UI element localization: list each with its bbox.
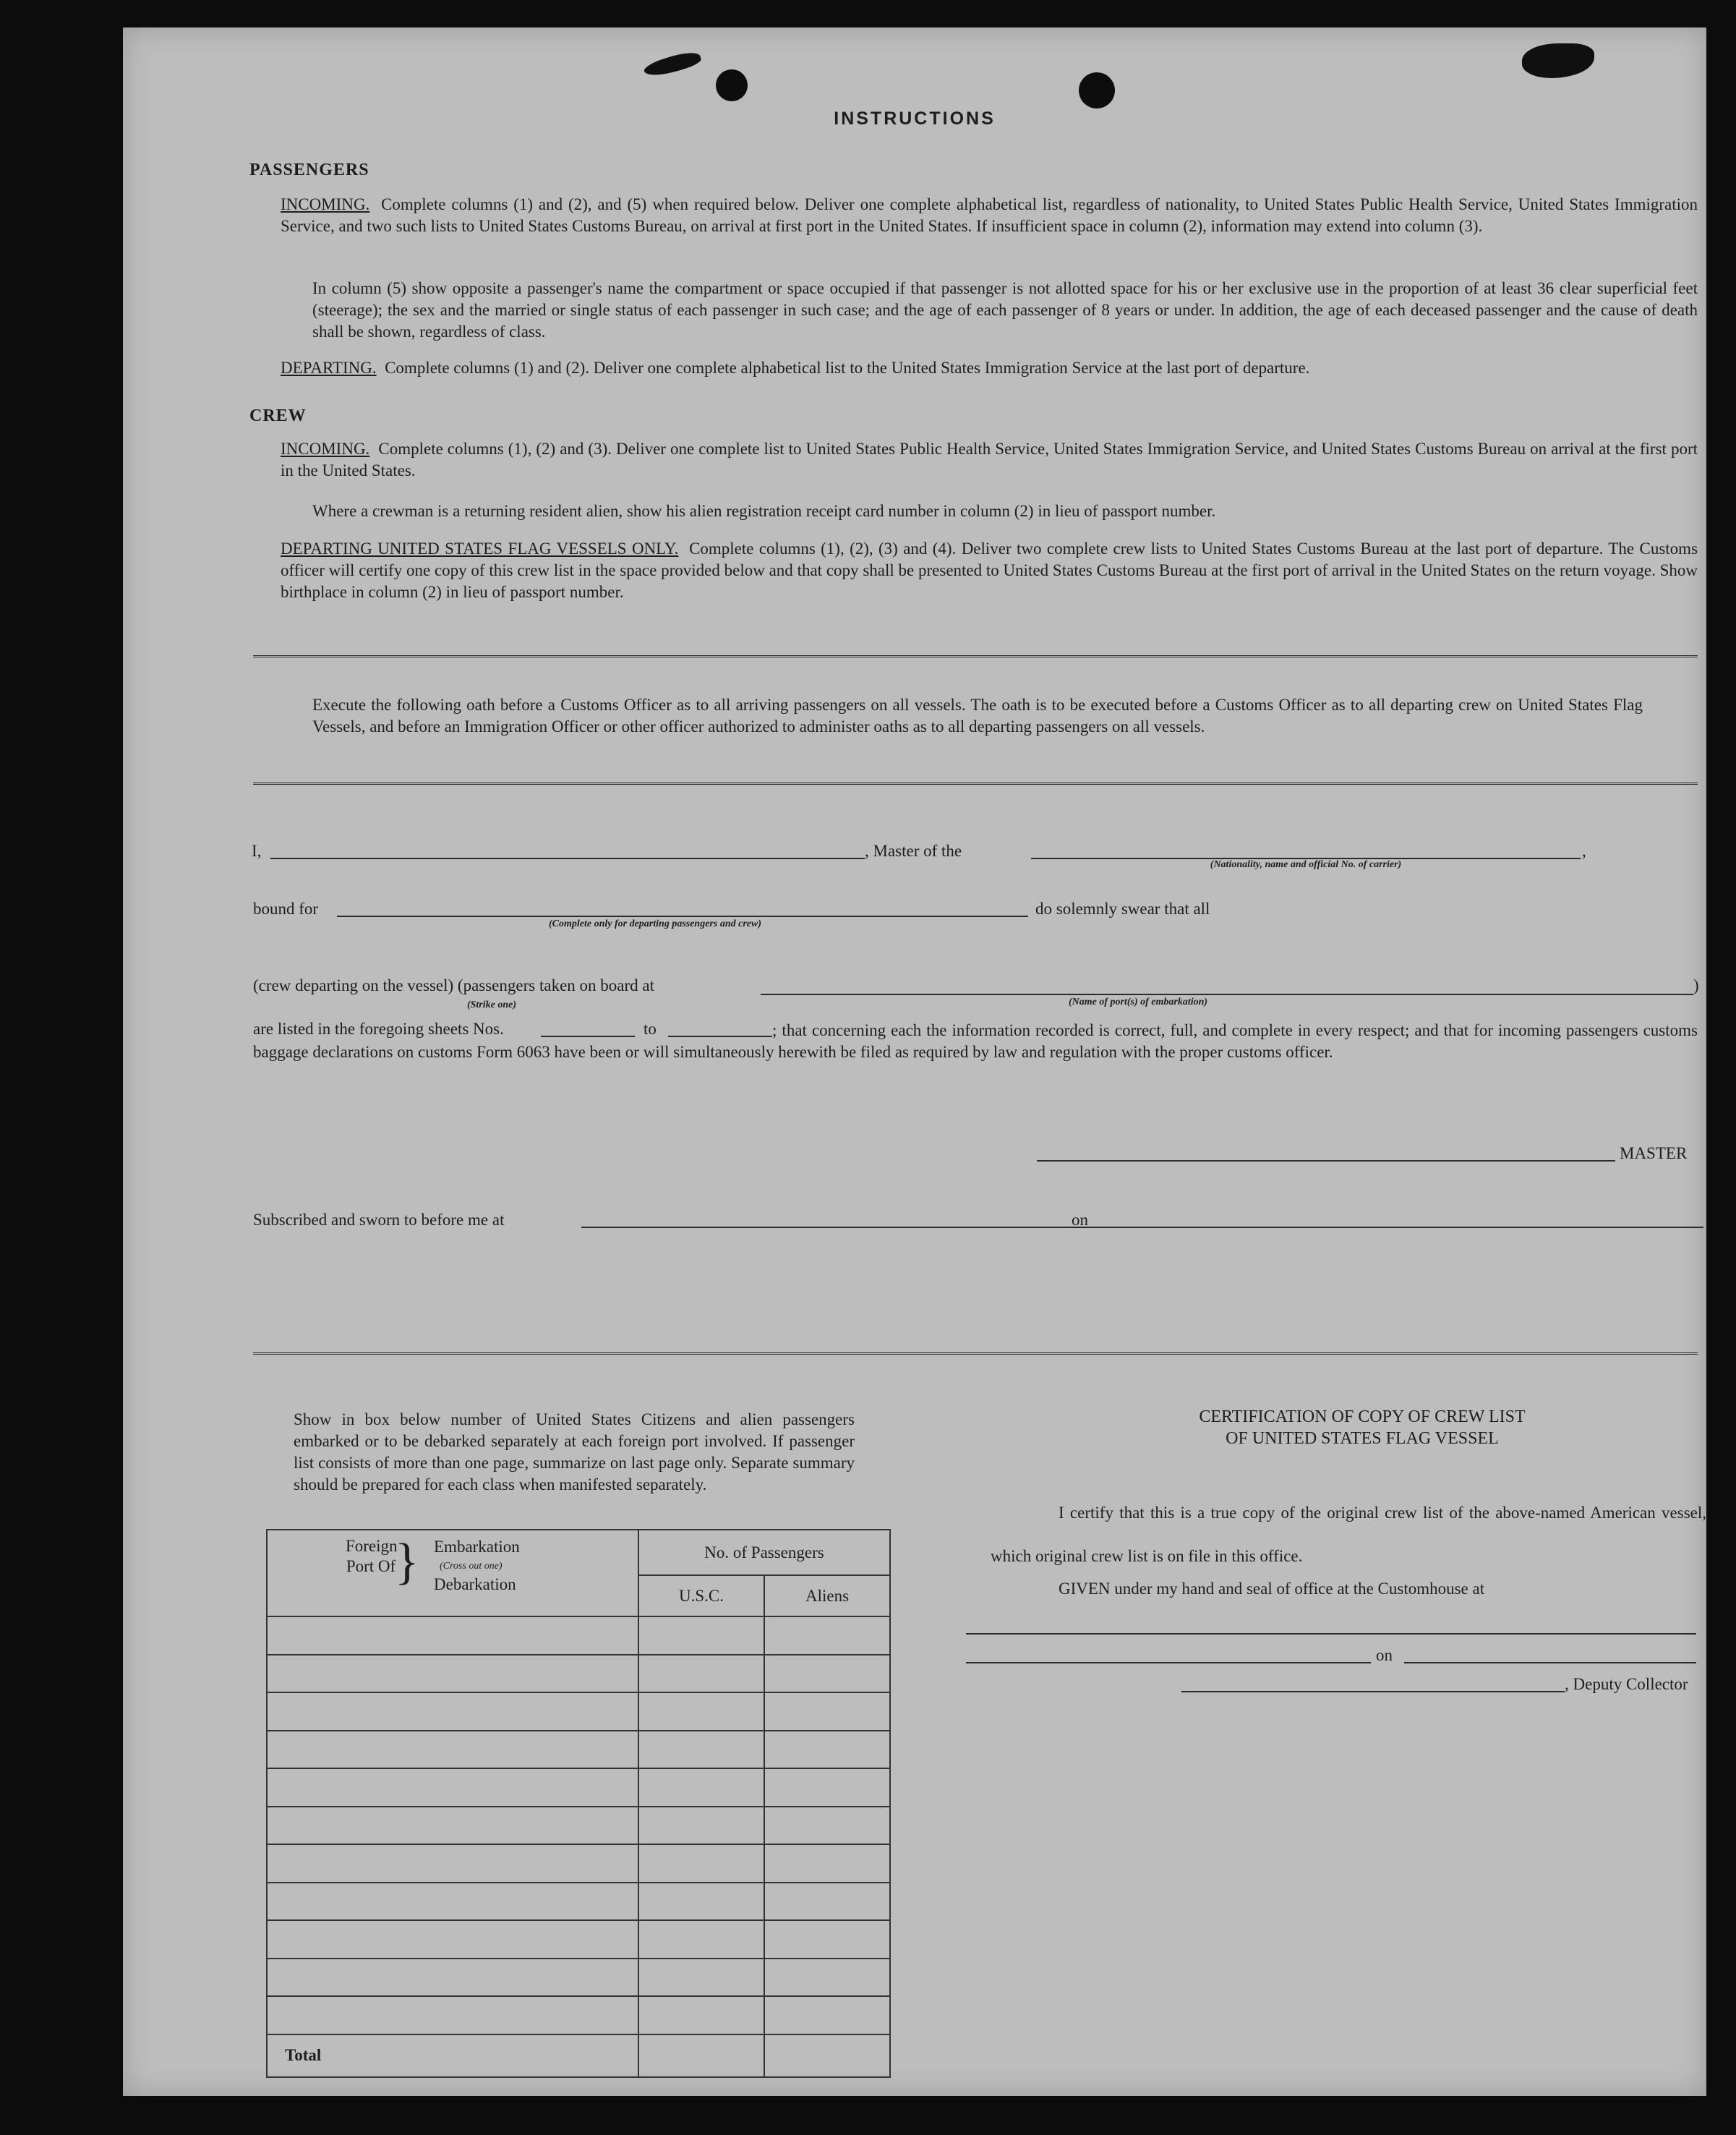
passengers-departing-paragraph bbox=[281, 357, 1698, 379]
port-cell[interactable] bbox=[267, 1807, 638, 1845]
comma-mark: , bbox=[1582, 842, 1586, 860]
deputy-collector-signature-field[interactable] bbox=[1181, 1691, 1565, 1692]
total-label: Total bbox=[267, 2034, 638, 2077]
port-header-cell bbox=[267, 1530, 638, 1616]
port-cell[interactable] bbox=[267, 1959, 638, 1997]
punch-hole bbox=[1079, 72, 1115, 108]
port-cell[interactable] bbox=[267, 1731, 638, 1769]
certify-text: I certify that this is a true copy of the original crew list of the above-named American vessel, which original crew list is on file in this office. bbox=[991, 1504, 1706, 1565]
close-paren: ) bbox=[1693, 976, 1699, 994]
no-of-passengers-header: No. of Passengers bbox=[638, 1530, 890, 1575]
certification-heading bbox=[1037, 1406, 1688, 1449]
bound-for-label: bound for bbox=[253, 900, 319, 918]
usc-cell[interactable] bbox=[638, 1807, 764, 1845]
usc-cell[interactable] bbox=[638, 1959, 764, 1997]
usc-cell[interactable] bbox=[638, 1616, 764, 1655]
port-cell[interactable] bbox=[267, 1655, 638, 1693]
listed-text: ; that concerning each the information recorded is correct, full, and complete in every respect; and that for incoming passengers customs baggage declarations on customs Form 6063 have been or will simultaneously herewith be filed as required by law and regulation with the proper customs officer. bbox=[253, 1021, 1698, 1061]
aliens-cell[interactable] bbox=[764, 1883, 890, 1921]
certification-date-field[interactable] bbox=[1404, 1662, 1696, 1663]
debarkation-label: Debarkation bbox=[434, 1575, 516, 1593]
usc-cell[interactable] bbox=[638, 1883, 764, 1921]
certification-heading-line1: CERTIFICATION OF COPY OF CREW LIST bbox=[1199, 1407, 1526, 1426]
customhouse-field[interactable] bbox=[966, 1633, 1696, 1635]
port-cell[interactable] bbox=[267, 1692, 638, 1731]
summary-instructions: Show in box below number of United States Citizens and alien passengers embarked or to be debarked separately at each foreign port involved. If passenger list consists of more than one page, summarize on last page only. Separate summary should be prepared for each class when manifested separately. bbox=[294, 1410, 855, 1493]
sworn-date-field[interactable] bbox=[1098, 1227, 1703, 1228]
aliens-cell[interactable] bbox=[764, 1844, 890, 1883]
oath-i-label: I, bbox=[252, 842, 262, 860]
summary-table-row bbox=[267, 1807, 890, 1845]
summary-table-row bbox=[267, 1844, 890, 1883]
deputy-collector-label: , Deputy Collector bbox=[1565, 1675, 1688, 1693]
aliens-header: Aliens bbox=[764, 1575, 890, 1616]
summary-table-row bbox=[267, 1768, 890, 1807]
summary-table-row bbox=[267, 1692, 890, 1731]
document-page bbox=[123, 27, 1706, 2096]
sworn-place-field[interactable] bbox=[581, 1227, 1148, 1228]
section-divider bbox=[253, 655, 1698, 662]
crew-departing-text: Complete columns (1), (2), (3) and (4). Deliver two complete crew lists to United States Customs Bureau at the last port of departure. The Customs officer will certify one copy of this crew list in the space provided below and that copy shall be presented to United States Customs Bureau at the first port of arrival in the United States on the return voyage. Show birthplace in column (2) in lieu of passport number. bbox=[281, 540, 1698, 601]
brace-mark: } bbox=[395, 1534, 419, 1590]
page-title: INSTRUCTIONS bbox=[834, 108, 996, 129]
embarkation-ports-field[interactable] bbox=[761, 994, 1693, 995]
summary-table-row bbox=[267, 1959, 890, 1997]
passengers-heading: PASSENGERS bbox=[249, 161, 369, 179]
passengers-incoming-text: Complete columns (1) and (2), and (5) when required below. Deliver one complete alphabetical list, regardless of nationality, to United States Public Health Service, United States Immigration Service, and two such lists to United States Customs Bureau, on arrival at first port in the United States. If insufficient space in column (2), information may extend into column (3). bbox=[281, 195, 1698, 235]
crew-incoming-label: INCOMING. bbox=[281, 440, 370, 458]
aliens-cell[interactable] bbox=[764, 1959, 890, 1997]
swear-label: do solemnly swear that all bbox=[1035, 900, 1210, 918]
summary-table-row bbox=[267, 1655, 890, 1693]
listed-prefix: are listed in the foregoing sheets Nos. bbox=[253, 1020, 504, 1038]
passengers-departing-label: DEPARTING. bbox=[281, 359, 377, 377]
total-usc-cell[interactable] bbox=[638, 2034, 764, 2077]
summary-table-row bbox=[267, 1996, 890, 2034]
passengers-column5-paragraph: In column (5) show opposite a passenger's name the compartment or space occupied if that passenger is not allotted space for his or her exclusive use in the proportion of at least 36 clear superficial feet (steerage); the sex and the married or single status of each passenger in such case; and the age of each passenger of 8 years or under. In addition, the age of each deceased passenger and the cause of death shall be shown, regardless of class. bbox=[312, 279, 1698, 341]
master-signature-field[interactable] bbox=[1037, 1160, 1615, 1162]
port-cell[interactable] bbox=[267, 1616, 638, 1655]
port-cell[interactable] bbox=[267, 1920, 638, 1959]
summary-table-row bbox=[267, 1920, 890, 1959]
crew-returning-paragraph: Where a crewman is a returning resident alien, show his alien registration receipt card number in column (2) in lieu of passport number. bbox=[312, 502, 1216, 520]
aliens-cell[interactable] bbox=[764, 1655, 890, 1693]
foreign-port-of-label: Foreign Port Of bbox=[346, 1537, 398, 1575]
summary-table-row bbox=[267, 1883, 890, 1921]
aliens-cell[interactable] bbox=[764, 1807, 890, 1845]
passengers-incoming-label: INCOMING. bbox=[281, 195, 370, 213]
summary-table-row bbox=[267, 1731, 890, 1769]
crew-departing-label: DEPARTING UNITED STATES FLAG VESSELS ONLY. bbox=[281, 540, 679, 558]
given-text: GIVEN under my hand and seal of office at the Customhouse at bbox=[1059, 1580, 1485, 1598]
usc-header: U.S.C. bbox=[638, 1575, 764, 1616]
total-aliens-cell[interactable] bbox=[764, 2034, 890, 2077]
usc-cell[interactable] bbox=[638, 1655, 764, 1693]
usc-cell[interactable] bbox=[638, 1692, 764, 1731]
section-divider bbox=[253, 783, 1698, 789]
aliens-cell[interactable] bbox=[764, 1692, 890, 1731]
summary-table-row bbox=[267, 1616, 890, 1655]
master-of-label: , Master of the bbox=[865, 842, 962, 860]
aliens-cell[interactable] bbox=[764, 1996, 890, 2034]
usc-cell[interactable] bbox=[638, 1844, 764, 1883]
passenger-summary-table bbox=[266, 1529, 891, 2078]
usc-cell[interactable] bbox=[638, 1768, 764, 1807]
port-cell[interactable] bbox=[267, 1883, 638, 1921]
passengers-departing-text: Complete columns (1) and (2). Deliver one complete alphabetical list to the United States Immigration Service at the last port of departure. bbox=[385, 359, 1310, 377]
certification-heading-line2: OF UNITED STATES FLAG VESSEL bbox=[1226, 1429, 1499, 1448]
ports-note: (Name of port(s) of embarkation) bbox=[1068, 997, 1208, 1007]
to-label: to bbox=[643, 1020, 657, 1038]
subscribed-label: Subscribed and sworn to before me at bbox=[253, 1211, 505, 1229]
embarkation-label: Embarkation bbox=[434, 1538, 520, 1556]
torn-edge-mark bbox=[1522, 43, 1594, 78]
strike-note: (Strike one) bbox=[466, 1000, 517, 1010]
port-cell[interactable] bbox=[267, 1768, 638, 1807]
crew-passengers-label: (crew departing on the vessel) (passengers taken on board at bbox=[253, 976, 654, 994]
usc-cell[interactable] bbox=[638, 1996, 764, 2034]
oath-intro: Execute the following oath before a Customs Officer as to all arriving passengers on all vessels. The oath is to be executed before a Customs Officer as to all departing crew on United States Flag Vessels, and before an Immigration Officer or other officer authorized to administer oaths as to all departing passengers on all vessels. bbox=[312, 696, 1643, 736]
port-cell[interactable] bbox=[267, 1996, 638, 2034]
certification-on-label: on bbox=[1376, 1646, 1393, 1664]
torn-edge-mark bbox=[643, 48, 703, 81]
carrier-note: (Nationality, name and official No. of carrier) bbox=[1210, 859, 1402, 870]
master-label: MASTER bbox=[1620, 1144, 1688, 1162]
usc-cell[interactable] bbox=[638, 1731, 764, 1769]
section-divider bbox=[253, 1352, 1698, 1359]
crew-departing-paragraph bbox=[281, 538, 1698, 603]
sworn-on-label: on bbox=[1072, 1211, 1088, 1229]
aliens-cell[interactable] bbox=[764, 1731, 890, 1769]
bound-note: (Complete only for departing passengers and crew) bbox=[549, 919, 761, 929]
usc-cell[interactable] bbox=[638, 1920, 764, 1959]
punch-hole bbox=[716, 69, 748, 101]
bound-for-field[interactable] bbox=[337, 916, 1028, 917]
master-name-field[interactable] bbox=[270, 858, 865, 859]
port-cell[interactable] bbox=[267, 1844, 638, 1883]
passengers-incoming-paragraph bbox=[281, 194, 1698, 237]
aliens-cell[interactable] bbox=[764, 1616, 890, 1655]
aliens-cell[interactable] bbox=[764, 1920, 890, 1959]
certification-place-field[interactable] bbox=[966, 1662, 1371, 1663]
aliens-cell[interactable] bbox=[764, 1768, 890, 1807]
crew-incoming-paragraph bbox=[281, 438, 1698, 482]
cross-out-note: (Cross out one) bbox=[440, 1561, 503, 1572]
crew-heading: CREW bbox=[249, 406, 307, 425]
crew-incoming-text: Complete columns (1), (2) and (3). Deliver one complete list to United States Public Health Service, United States Immigration Service, and United States Customs Bureau on arrival at the first port in the United States. bbox=[281, 440, 1698, 480]
